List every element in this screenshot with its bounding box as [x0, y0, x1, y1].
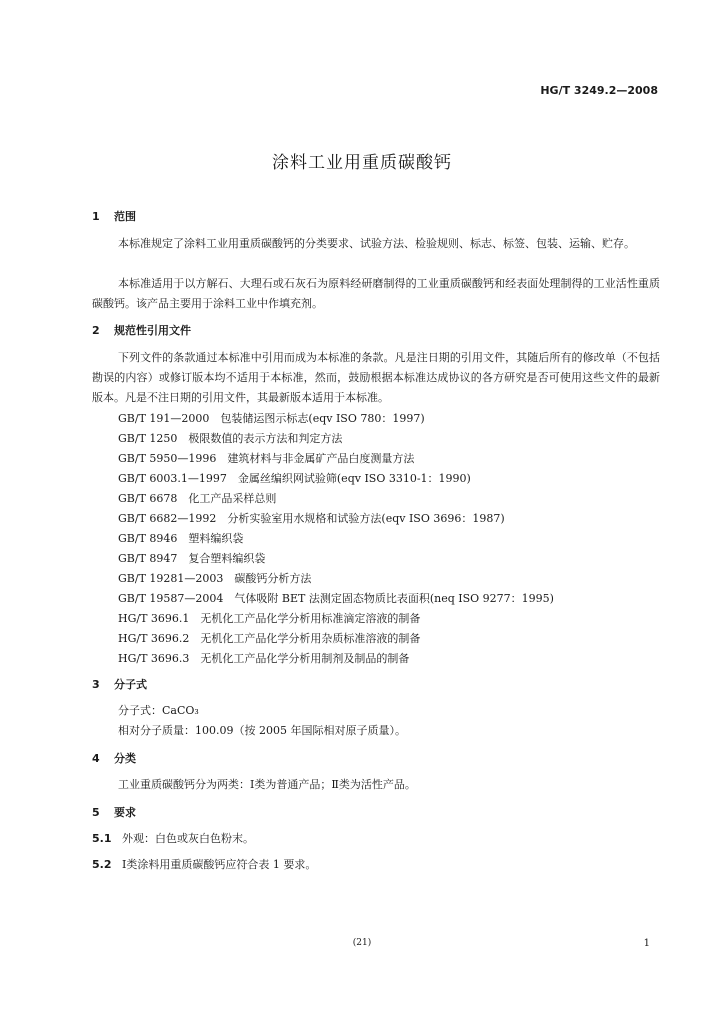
- reference-item: GB/T 6003.1—1997 金属丝编织网试验筛(eqv ISO 3310-1：1990): [118, 472, 471, 485]
- reference-item: GB/T 6682—1992 分析实验室用水规格和试验方法(eqv ISO 3696：1987): [118, 512, 505, 525]
- section-1-paragraph-1: 本标准规定了涂料工业用重质碳酸钙的分类要求、试验方法、检验规则、标志、标签、包装、运输、贮存。: [118, 237, 635, 250]
- classification-text: 工业重质碳酸钙分为两类：Ⅰ类为普通产品；Ⅱ类为活性产品。: [118, 778, 416, 791]
- standard-code: HG/T 3249.2—2008: [540, 84, 658, 97]
- section-number: 3: [92, 678, 100, 691]
- section-4-heading: [92, 750, 136, 766]
- section-3-heading: [92, 676, 147, 692]
- section-2-heading: [92, 322, 191, 338]
- reference-item: HG/T 3696.2 无机化工产品化学分析用杂质标准溶液的制备: [118, 632, 421, 645]
- reference-item: GB/T 19281—2003 碳酸钙分析方法: [118, 572, 312, 585]
- section-number: 4: [92, 752, 100, 765]
- section-title: 分子式: [114, 678, 147, 691]
- reference-item: GB/T 19587—2004 气体吸附 BET 法测定固态物质比表面积(neq ISO 9277：1995): [118, 592, 554, 605]
- requirement-item: [92, 830, 254, 846]
- section-5-heading: [92, 804, 136, 820]
- reference-item: GB/T 6678 化工产品采样总则: [118, 492, 277, 505]
- requirement-number: 5.1: [92, 832, 112, 845]
- section-number: 5: [92, 806, 100, 819]
- requirement-number: 5.2: [92, 858, 112, 871]
- molecular-mass: 相对分子质量：100.09（按 2005 年国际相对原子质量）。: [118, 724, 406, 737]
- requirement-item: [92, 856, 316, 872]
- section-1-paragraph-2: 本标准适用于以方解石、大理石或石灰石为原料经研磨制得的工业重质碳酸钙和经表面处理制得的工业活性重质碳酸钙。该产品主要用于涂料工业中作填充剂。: [92, 277, 660, 310]
- reference-item: GB/T 5950—1996 建筑材料与非金属矿产品白度测量方法: [118, 452, 415, 465]
- page-mark: (21): [352, 938, 372, 948]
- section-number: 2: [92, 324, 100, 337]
- requirement-text: 外观：白色或灰白色粉末。: [122, 832, 254, 845]
- section-title: 要求: [114, 806, 136, 819]
- section-number: 1: [92, 210, 100, 223]
- section-title: 范围: [114, 210, 136, 223]
- page-title: 涂料工业用重质碳酸钙: [272, 153, 452, 173]
- molecular-formula: 分子式：CaCO₃: [118, 704, 199, 717]
- reference-item: GB/T 8947 复合塑料编织袋: [118, 552, 266, 565]
- reference-item: GB/T 1250 极限数值的表示方法和判定方法: [118, 432, 343, 445]
- reference-item: GB/T 8946 塑料编织袋: [118, 532, 244, 545]
- reference-item: GB/T 191—2000 包装储运图示标志(eqv ISO 780：1997): [118, 412, 425, 425]
- section-title: 分类: [114, 752, 136, 765]
- section-title: 规范性引用文件: [114, 324, 191, 337]
- page-number: 1: [643, 938, 650, 949]
- section-2-paragraph: 下列文件的条款通过本标准中引用而成为本标准的条款。凡是注日期的引用文件，其随后所有的修改单（不包括勘误的内容）或修订版本均不适用于本标准，然而，鼓励根据本标准达成协议的各方研究是否可使用这些文件的最新版本。凡是不注日期的引用文件，其最新版本适用于本标准。: [92, 351, 660, 404]
- requirement-text: Ⅰ类涂料用重质碳酸钙应符合表 1 要求。: [122, 858, 317, 871]
- reference-item: HG/T 3696.1 无机化工产品化学分析用标准滴定溶液的制备: [118, 612, 421, 625]
- reference-item: HG/T 3696.3 无机化工产品化学分析用制剂及制品的制备: [118, 652, 410, 665]
- section-1-heading: [92, 208, 136, 224]
